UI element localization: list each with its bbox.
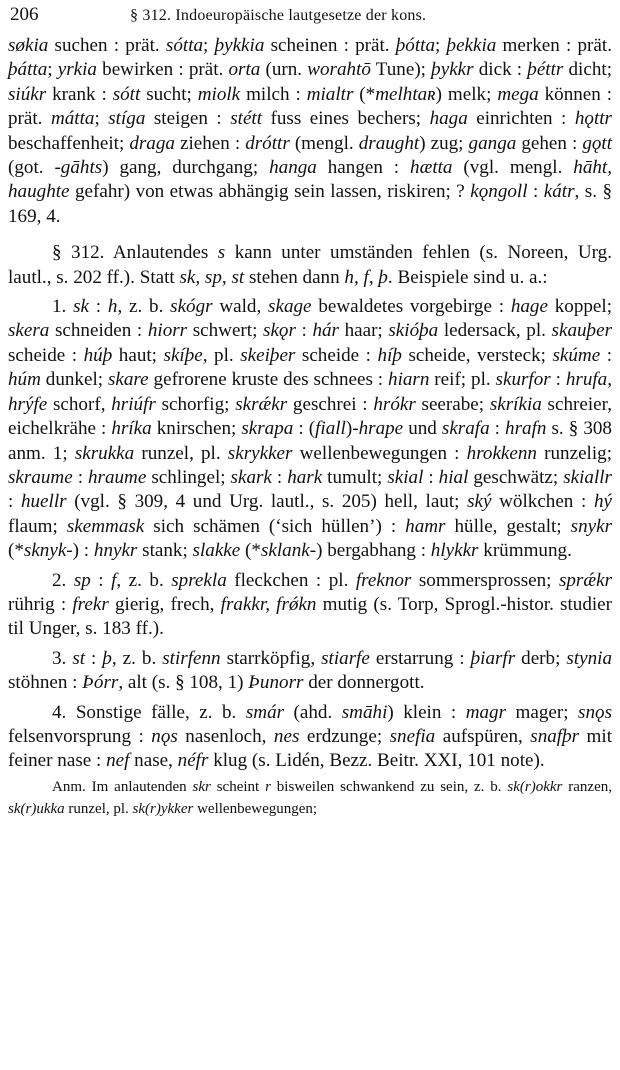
italic-term: f xyxy=(111,569,117,591)
italic-term: frekr xyxy=(72,593,109,615)
italic-term: hrape xyxy=(358,418,404,440)
text-run: hülle, gestalt; xyxy=(445,515,571,537)
text-run: derb; xyxy=(515,647,567,669)
text-run: )- xyxy=(345,418,359,440)
italic-term: þ xyxy=(102,647,112,669)
paragraph-gap xyxy=(8,229,612,241)
italic-term: nǫs xyxy=(151,725,178,747)
text-run: (vgl. mengl. xyxy=(452,157,574,179)
text-run: scheide : xyxy=(8,344,84,366)
italic-term: sk xyxy=(73,296,90,318)
italic-term: skare xyxy=(107,369,149,391)
text-run: geschwätz; xyxy=(468,466,564,488)
italic-term: ský xyxy=(467,491,492,513)
text-run: (* xyxy=(8,540,24,562)
text-run: scheide, versteck; xyxy=(401,344,553,366)
italic-term: stirfenn xyxy=(162,647,221,669)
italic-term: smár xyxy=(245,701,285,723)
text-run: (* xyxy=(353,83,376,105)
italic-term: h, f, þ xyxy=(344,266,388,288)
italic-term: slakke xyxy=(192,540,241,562)
italic-term: hark xyxy=(287,466,323,488)
text-run: wölkchen : xyxy=(491,491,594,513)
italic-term: skemmask xyxy=(66,515,145,537)
italic-term: h xyxy=(107,296,118,318)
italic-term: skark xyxy=(230,466,272,488)
text-run: Anm. Im anlautenden xyxy=(52,778,193,795)
text-run: gefahr) von etwas abhängig sein lassen, riskiren; ? xyxy=(69,181,471,203)
text-run: sommersprossen; xyxy=(411,569,559,591)
italic-term: hamr xyxy=(405,515,446,537)
text-run: : xyxy=(489,418,506,440)
italic-term: dróttr xyxy=(245,132,290,154)
text-run: wellenbewegungen; xyxy=(193,800,318,817)
italic-term: skauþer xyxy=(551,320,612,342)
text-run: dunkel; xyxy=(40,369,108,391)
italic-term: søkia xyxy=(8,35,49,56)
italic-term: gǫtt xyxy=(582,132,613,154)
italic-term: snefia xyxy=(389,725,436,747)
italic-term: skraume xyxy=(8,466,73,488)
italic-term: snǫs xyxy=(578,701,613,723)
italic-term: ganga xyxy=(468,132,517,154)
italic-term: smāhi xyxy=(341,701,388,723)
italic-term: þykkr xyxy=(431,59,474,81)
text-run: bewirken : prät. xyxy=(96,59,229,81)
text-run: sucht; xyxy=(140,83,198,105)
italic-term: sknyk- xyxy=(23,540,73,562)
text-run: : xyxy=(8,491,21,513)
italic-term: skrapa xyxy=(241,418,294,440)
italic-term: orta xyxy=(228,59,261,81)
text-run: bisweilen schwankend zu sein, z. b. xyxy=(270,778,508,795)
italic-term: híþ xyxy=(377,344,402,366)
text-run: gefrorene kruste des schnees : xyxy=(148,369,389,391)
text-run: klug (s. Lidén, Bezz. Beitr. XXI, 101 note). xyxy=(208,750,545,772)
text-run: der donnergott. xyxy=(303,672,425,694)
italic-term: sprǽkr xyxy=(558,569,613,591)
italic-term: hætta xyxy=(410,157,453,179)
text-run: (urn. xyxy=(260,59,308,81)
italic-term: hrafn xyxy=(505,418,547,440)
text-run: : xyxy=(90,569,112,591)
italic-term: stynia xyxy=(566,647,612,669)
text-run: ; xyxy=(47,59,58,81)
italic-term: skrukka xyxy=(74,442,135,464)
text-run: rührig : xyxy=(8,593,73,615)
italic-term: s xyxy=(217,242,226,264)
text-run: stank; xyxy=(137,540,193,562)
text-run: scheint xyxy=(210,778,266,795)
italic-term: skurfor xyxy=(495,369,551,391)
italic-term: hnykr xyxy=(93,540,138,562)
text-run: stehen dann xyxy=(244,266,345,288)
text-run: 4. Sonstige fälle, z. b. xyxy=(52,701,246,723)
italic-term: þátta xyxy=(8,59,48,81)
text-run: starrköpfig, xyxy=(220,647,322,669)
page-header xyxy=(8,4,612,34)
italic-term: haga xyxy=(429,108,468,130)
paragraph-item-3 xyxy=(8,647,612,696)
italic-term: skage xyxy=(268,296,312,318)
text-run: , z. b. xyxy=(116,569,172,591)
text-run: , s. § 169, 4. xyxy=(8,181,613,227)
italic-term: þiarfr xyxy=(470,647,516,669)
italic-term: sk, sp, st xyxy=(179,266,245,288)
italic-term: skrykker xyxy=(227,442,293,464)
text-run: und xyxy=(403,418,442,440)
text-run: (mengl. xyxy=(289,132,359,154)
text-run: : xyxy=(550,369,566,391)
italic-term: néfr xyxy=(177,750,209,772)
italic-term: mega xyxy=(497,83,539,105)
italic-term: hanga xyxy=(269,157,317,179)
text-run: ranzen, xyxy=(562,778,612,795)
text-run: krank : xyxy=(46,83,113,105)
book-page xyxy=(8,4,612,820)
text-run: koppel; xyxy=(547,296,612,318)
italic-term: húm xyxy=(8,369,41,391)
italic-term: skr xyxy=(192,778,211,795)
italic-term: sklank- xyxy=(260,540,317,562)
italic-term: þekkia xyxy=(446,35,497,56)
text-run: fleckchen : pl. xyxy=(226,569,356,591)
italic-term: þéttr xyxy=(527,59,564,81)
text-run: § 312. Anlautendes xyxy=(52,242,218,264)
text-run: fuss eines bechers; xyxy=(262,108,430,130)
italic-term: skiallr xyxy=(563,466,612,488)
italic-term: skrafa xyxy=(441,418,490,440)
text-run: nasenloch, xyxy=(177,725,274,747)
text-run: (ahd. xyxy=(284,701,342,723)
text-run: , alt (s. § 108, 1) xyxy=(118,672,249,694)
italic-term: mátta xyxy=(50,108,95,130)
text-run: dicht; xyxy=(563,59,612,81)
italic-term: miolk xyxy=(197,83,241,105)
text-run: schreier, eichelkrähe : xyxy=(8,393,612,440)
italic-term: draught xyxy=(358,132,420,154)
italic-term: kátr xyxy=(543,181,575,203)
text-run: haut; xyxy=(112,344,164,366)
text-run: können : prät. xyxy=(8,83,613,130)
italic-term: húþ xyxy=(83,344,113,366)
text-run: knirschen; xyxy=(151,418,242,440)
italic-term: hríka xyxy=(111,418,152,440)
italic-term: skial xyxy=(387,466,424,488)
italic-term: hraume xyxy=(87,466,147,488)
text-run: hangen : xyxy=(316,157,411,179)
text-run: gehen : xyxy=(516,132,583,154)
text-run: scheinen : prät. xyxy=(264,35,396,56)
text-run: : xyxy=(527,181,544,203)
text-run: schorf, xyxy=(47,393,112,415)
italic-term: skríkia xyxy=(489,393,542,415)
italic-term: stíga xyxy=(108,108,146,130)
text-run: ; xyxy=(203,35,215,56)
italic-term: hriúfr xyxy=(111,393,156,415)
italic-term: skúme xyxy=(552,344,601,366)
text-run: ziehen : xyxy=(174,132,246,154)
text-run: bewaldetes vorgebirge : xyxy=(311,296,511,318)
text-run: : xyxy=(72,466,88,488)
text-run: 1. xyxy=(52,296,74,318)
italic-term: snykr xyxy=(570,515,612,537)
text-run: steigen : xyxy=(145,108,231,130)
text-run: scheide : xyxy=(295,344,378,366)
italic-term: skógr xyxy=(170,296,213,318)
paragraph-item-4 xyxy=(8,701,612,774)
text-run: schneiden : xyxy=(49,320,148,342)
italic-term: hiorr xyxy=(147,320,188,342)
italic-term: skeiþer xyxy=(240,344,296,366)
text-run: ) melk; xyxy=(435,83,498,105)
paragraph-item-1 xyxy=(8,295,612,563)
italic-term: hár xyxy=(312,320,339,342)
text-run: stöhnen : xyxy=(8,672,83,694)
text-run: milch : xyxy=(240,83,307,105)
text-run: aufspüren, xyxy=(435,725,531,747)
italic-term: huellr xyxy=(20,491,67,513)
italic-term: magr xyxy=(465,701,507,723)
italic-term: þykkia xyxy=(214,35,265,56)
text-run: ; xyxy=(435,35,447,56)
italic-term: stétt xyxy=(230,108,263,130)
italic-term: yrkia xyxy=(57,59,97,81)
italic-term: sótt xyxy=(112,83,141,105)
text-run: beschaffenheit; xyxy=(8,132,130,154)
text-run: mutig (s. Torp, Sprogl.-histor. studier til Unger, s. 183 ff.). xyxy=(8,593,613,640)
text-run: tumult; xyxy=(322,466,388,488)
text-run: : xyxy=(295,320,313,342)
italic-term: hlykkr xyxy=(430,540,479,562)
footnote-anm xyxy=(8,776,612,820)
italic-term: worahtō xyxy=(307,59,371,81)
text-run: : xyxy=(271,466,288,488)
text-run: , z. b. xyxy=(117,296,171,318)
italic-term: skǫr xyxy=(263,320,296,342)
text-run: mit feiner nase : xyxy=(8,725,613,772)
italic-term: hrufa, hrýfe xyxy=(8,369,612,415)
italic-term: Þunorr xyxy=(248,672,304,694)
italic-term: mialtr xyxy=(306,83,354,105)
italic-term: skera xyxy=(8,320,50,342)
text-run: flaum; xyxy=(8,515,67,537)
text-run: runzelig; xyxy=(536,442,613,464)
italic-term: Þórr xyxy=(82,672,119,694)
italic-term: snafþr xyxy=(530,725,580,747)
text-run: kann unter umständen fehlen (s. Noreen, Urg. lautl., s. 202 ff.). Statt xyxy=(8,242,613,288)
italic-term: hrokkenn xyxy=(466,442,537,464)
text-run: schlingel; xyxy=(146,466,231,488)
text-run: : xyxy=(600,344,613,366)
text-run: wald, xyxy=(212,296,269,318)
text-run: gierig, frech, xyxy=(108,593,221,615)
text-run: ledersack, pl. xyxy=(438,320,552,342)
italic-term: hý xyxy=(593,491,612,513)
italic-term: kǫngoll xyxy=(470,181,528,203)
text-run: nase, xyxy=(129,750,178,772)
italic-term: draga xyxy=(129,132,175,154)
text-run: wellenbewegungen : xyxy=(292,442,467,464)
text-run: : xyxy=(85,647,103,669)
text-run: suchen : prät. xyxy=(48,35,166,56)
text-run: merken : prät. xyxy=(496,35,612,56)
text-run: runzel, pl. xyxy=(64,800,133,817)
text-run: schwert; xyxy=(187,320,264,342)
italic-term: sótta xyxy=(165,35,204,56)
text-run: ; xyxy=(94,108,109,130)
italic-term: sk(r)ukka xyxy=(8,800,65,817)
italic-term: sk(r)okkr xyxy=(507,778,563,795)
italic-term: hǫttr xyxy=(574,108,612,130)
paragraph-item-2 xyxy=(8,569,612,642)
text-run: 2. xyxy=(52,569,74,591)
text-run: ) zug; xyxy=(419,132,469,154)
text-run: (got. xyxy=(8,157,55,179)
italic-term: hāht, haughte xyxy=(8,157,612,203)
italic-term: siúkr xyxy=(8,83,47,105)
text-run: ) bergabhang : xyxy=(316,540,431,562)
text-run: schorfig; xyxy=(155,393,236,415)
italic-term: hrókr xyxy=(373,393,416,415)
text-run: : xyxy=(423,466,439,488)
italic-term: sp xyxy=(73,569,91,591)
text-run: ) klein : xyxy=(387,701,466,723)
italic-term: nes xyxy=(273,725,300,747)
italic-term: sk(r)ykker xyxy=(132,800,194,817)
italic-term: skióþa xyxy=(388,320,439,342)
text-run: runzel, pl. xyxy=(134,442,228,464)
running-title: § 312. Indoeuropäische lautgesetze der kons. xyxy=(130,7,427,24)
text-run: sich schämen (‘sich hüllen’) : xyxy=(144,515,406,537)
text-run: erdzunge; xyxy=(299,725,390,747)
text-run: ) : xyxy=(72,540,94,562)
text-run: , z. b. xyxy=(111,647,163,669)
text-run: seerabe; xyxy=(415,393,490,415)
italic-term: -gāhts xyxy=(54,157,103,179)
text-run: . Beispiele sind u. a.: xyxy=(387,266,548,288)
text-run: haar; xyxy=(338,320,389,342)
text-run: mager; xyxy=(506,701,579,723)
text-run: s. § 308 anm. 1; xyxy=(8,418,612,464)
italic-term: fiall xyxy=(315,418,346,440)
italic-term: st xyxy=(72,647,86,669)
text-run: : ( xyxy=(293,418,316,440)
italic-term: hiarn xyxy=(388,369,430,391)
italic-term: skíþe xyxy=(163,344,203,366)
italic-term: skrǽkr xyxy=(235,393,288,415)
text-run: ) gang, durchgang; xyxy=(102,157,270,179)
paragraph-section-312 xyxy=(8,241,612,290)
italic-term: nef xyxy=(106,750,130,772)
italic-term: melhtaʀ xyxy=(375,83,436,105)
italic-term: frakkr, frǿkn xyxy=(220,593,317,615)
text-run: (* xyxy=(240,540,261,562)
text-run: krümmung. xyxy=(478,540,572,562)
text-run: dick : xyxy=(473,59,528,81)
text-run: , pl. xyxy=(202,344,241,366)
italic-term: hage xyxy=(510,296,548,318)
text-run: erstarrung : xyxy=(369,647,471,669)
italic-term: hial xyxy=(438,466,469,488)
italic-term: sprekla xyxy=(171,569,227,591)
text-run: felsenvorsprung : xyxy=(8,725,152,747)
text-run: Tune); xyxy=(370,59,432,81)
italic-term: freknor xyxy=(355,569,412,591)
italic-term: þótta xyxy=(395,35,436,56)
page-number: 206 xyxy=(10,4,39,25)
paragraph-continuation xyxy=(8,34,612,229)
italic-term: stiarfe xyxy=(321,647,370,669)
text-run: einrichten : xyxy=(467,108,575,130)
italic-term: r xyxy=(265,778,271,795)
text-run: 3. xyxy=(52,647,73,669)
text-run: : xyxy=(89,296,108,318)
text-run: (vgl. § 309, 4 und Urg. lautl., s. 205) hell, laut; xyxy=(66,491,468,513)
text-run: reif; pl. xyxy=(429,369,496,391)
text-run: geschrei : xyxy=(287,393,374,415)
